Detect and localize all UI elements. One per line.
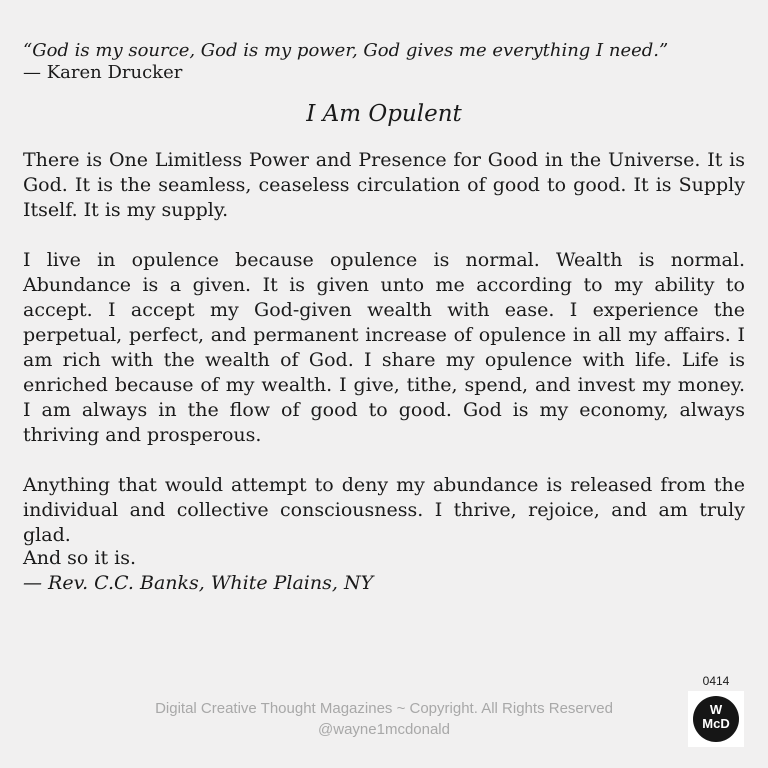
closing	[23, 546, 745, 596]
paragraph-2: I live in opulence because opulence is normal. Wealth is normal. Abundance is a given. It is given unto me according to my ability to accept. I accept my God-given wealth with ease. I experience the perpetual, perfect, and permanent increase of opulence in all my affairs. I am rich with the wealth of God. I share my opulence with life. Life is enriched because of my wealth. I give, tithe, spend, and invest my money. I am always in the flow of good to good. God is my economy, always thriving and prosperous.	[23, 249, 745, 446]
logo-top-text: W	[709, 702, 723, 717]
logo-bottom-text: McD	[702, 716, 730, 731]
paragraph-1: There is One Limitless Power and Presence for Good in the Universe. It is God. It is the seamless, ceaseless circulation of good to good. It is Supply Itself. It is my supply.	[23, 149, 745, 221]
quote-text: “God is my source, God is my power, God gives me everything I need.”	[23, 40, 669, 61]
closing-line: And so it is.	[23, 547, 137, 569]
logo-badge	[693, 696, 739, 742]
copyright-text: Digital Creative Thought Magazines ~ Copyright. All Rights Reserved	[155, 700, 613, 717]
signature: — Rev. C.C. Banks, White Plains, NY	[23, 572, 374, 594]
opening-quote	[23, 40, 753, 84]
issue-code: 0414	[702, 674, 730, 688]
social-handle: @wayne1mcdonald	[318, 721, 450, 738]
page-title: I Am Opulent	[306, 101, 462, 127]
affirmation-body	[23, 148, 745, 548]
footer	[0, 698, 768, 740]
quote-attribution: — Karen Drucker	[23, 62, 183, 83]
paragraph-3: Anything that would attempt to deny my abundance is released from the individual and collective consciousness. I thrive, rejoice, and am truly glad.	[23, 474, 745, 546]
wmcd-logo	[688, 691, 744, 747]
